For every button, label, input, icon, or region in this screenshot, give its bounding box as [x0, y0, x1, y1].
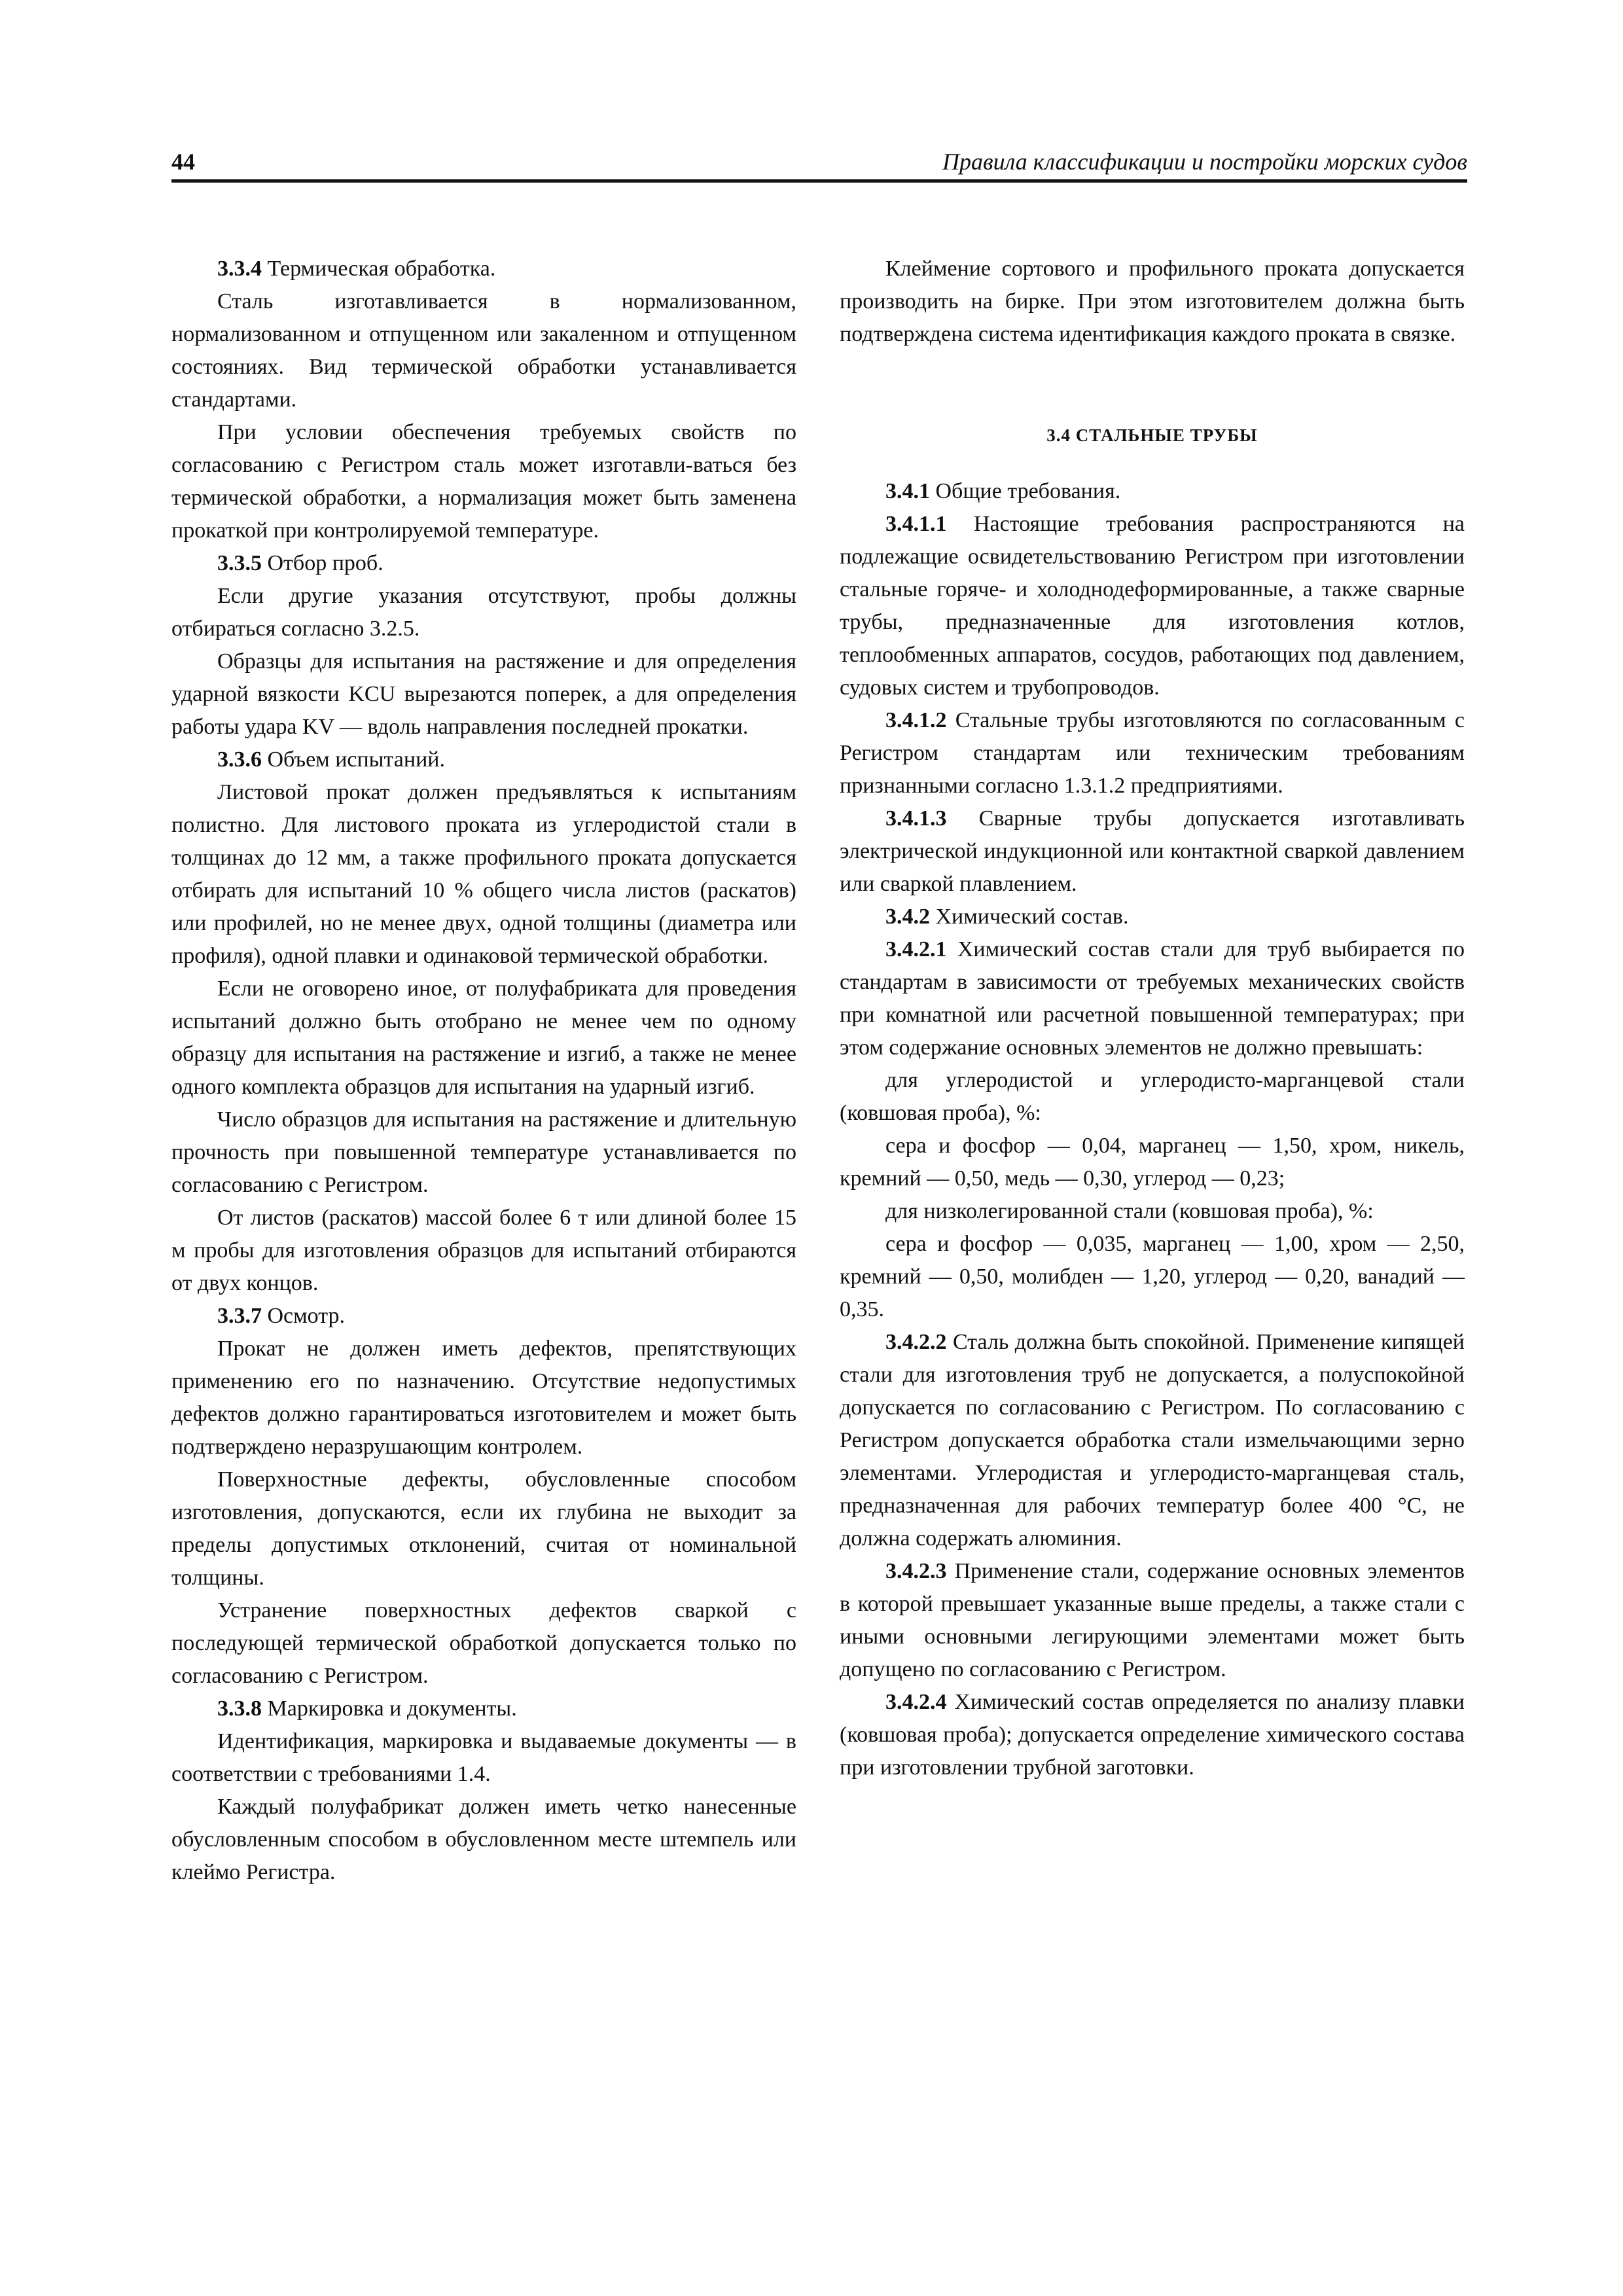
- running-title: Правила классификации и постройки морских судов: [942, 149, 1467, 175]
- heading-3-4-2: 3.4.2 Химический состав.: [885, 905, 1129, 929]
- paragraph: Листовой прокат должен предъявляться к испытаниям полистно. Для листового проката из углеродистой стали в толщинах до 12 мм, а также профильного проката допускается отбирать для испытаний 10 % общего числа листов (раскатов) или профилей, но не менее двух, одной толщины (диаметра или профиля), одной плавки и одинаковой термической обработки.: [171, 780, 796, 968]
- paragraph: Если не оговорено иное, от полуфабриката для проведения испытаний должно быть отобрано не менее чем по одному образцу для испытания на растяжение и изгиб, а также не менее одного комплекта образцов для испытания на ударный изгиб.: [171, 977, 796, 1099]
- heading-3-3-5: 3.3.5 Отбор проб.: [217, 551, 383, 575]
- paragraph: сера и фосфор — 0,035, марганец — 1,00, хром — 2,50, кремний — 0,50, молибден — 1,20, углерод — 0,20, ванадий — 0,35.: [840, 1232, 1465, 1321]
- heading-3-3-4: 3.3.4 Термическая обработка.: [217, 257, 496, 281]
- clause-3-4-2-2: 3.4.2.2 Сталь должна быть спокойной. Применение кипящей стали для изготовления труб не допускается, а полуспокойной допускается по согласованию с Регистром. По согласованию с Регистром допускается обработка стали измельчающими зерно элементами. Углеродистая и углеродисто-марганцевая сталь, предназначенная для рабочих температур более 400 °С, не должна содержать алюминия.: [840, 1330, 1465, 1551]
- paragraph: для низколегированной стали (ковшовая проба), %:: [885, 1199, 1374, 1223]
- clause-3-4-1-3: 3.4.1.3 Сварные трубы допускается изготавливать электрической индукционной или контактной сваркой давлением или сваркой плавлением.: [840, 806, 1465, 896]
- heading-3-3-6: 3.3.6 Объем испытаний.: [217, 747, 445, 772]
- clause-3-4-2-3: 3.4.2.3 Применение стали, содержание основных элементов в которой превышает указанные выше пределы, а также стали с иными основными легирующими элементами может быть допущено по согласованию с Регистром.: [840, 1559, 1465, 1681]
- heading-3-4-1: 3.4.1 Общие требования.: [885, 479, 1121, 503]
- paragraph: Идентификация, маркировка и выдаваемые документы — в соответствии с требованиями 1.4.: [171, 1729, 796, 1786]
- clause-3-4-2-1: 3.4.2.1 Химический состав стали для труб выбирается по стандартам в зависимости от требуемых механических свойств при комнатной или расчетной повышенной температурах; при этом содержание основных элементов не должно превышать:: [840, 937, 1465, 1060]
- paragraph: Число образцов для испытания на растяжение и длительную прочность при повышенной температуре устанавливается по согласованию с Регистром.: [171, 1107, 796, 1197]
- clause-3-4-1-1: 3.4.1.1 Настоящие требования распространяются на подлежащие освидетельствованию Регистром при изготовлении стальные горяче- и холоднодеформированные, а также сварные трубы, предназначенные для изготовления котлов, теплообменных аппаратов, сосудов, работающих под давлением, судовых систем и трубопроводов.: [840, 512, 1465, 700]
- paragraph: Образцы для испытания на растяжение и для определения ударной вязкости KCU вырезаются поперек, а для определения работы удара KV — вдоль направления последней прокатки.: [171, 649, 796, 739]
- paragraph: Клеймение сортового и профильного проката допускается производить на бирке. При этом изготовителем должна быть подтверждена система идентификация каждого проката в связке.: [840, 257, 1465, 346]
- left-column: [171, 253, 796, 1889]
- paragraph: для углеродистой и углеродисто-марганцевой стали (ковшовая проба), %:: [840, 1068, 1465, 1125]
- paragraph: Каждый полуфабрикат должен иметь четко нанесенные обусловленным способом в обусловленном месте штемпель или клеймо Регистра.: [171, 1795, 796, 1884]
- page-header: [171, 143, 1467, 183]
- paragraph: Поверхностные дефекты, обусловленные способом изготовления, допускаются, если их глубина не выходит за пределы допустимых отклонений, считая от номинальной толщины.: [171, 1467, 796, 1590]
- paragraph: Устранение поверхностных дефектов сваркой с последующей термической обработкой допускается только по согласованию с Регистром.: [171, 1598, 796, 1688]
- paragraph: сера и фосфор — 0,04, марганец — 1,50, хром, никель, кремний — 0,50, медь — 0,30, углерод — 0,23;: [840, 1134, 1465, 1191]
- heading-3-3-8: 3.3.8 Маркировка и документы.: [217, 1696, 517, 1721]
- paragraph: От листов (раскатов) массой более 6 т или длиной более 15 м пробы для изготовления образцов для испытаний отбираются от двух концов.: [171, 1206, 796, 1295]
- paragraph: Сталь изготавливается в нормализованном, нормализованном и отпущенном или закаленном и отпущенном состояниях. Вид термической обработки устанавливается стандартами.: [171, 289, 796, 412]
- clause-3-4-2-4: 3.4.2.4 Химический состав определяется по анализу плавки (ковшовая проба); допускается определение химического состава при изготовлении трубной заготовки.: [840, 1690, 1465, 1780]
- heading-3-3-7: 3.3.7 Осмотр.: [217, 1304, 345, 1328]
- paragraph: При условии обеспечения требуемых свойств по согласованию с Регистром сталь может изготавли-ваться без термической обработки, а нормализация может быть заменена прокаткой при контролируемой температуре.: [171, 420, 796, 543]
- paragraph: Если другие указания отсутствуют, пробы должны отбираться согласно 3.2.5.: [171, 584, 796, 641]
- right-column: [840, 253, 1465, 1784]
- paragraph: Прокат не должен иметь дефектов, препятствующих применению его по назначению. Отсутствие недопустимых дефектов должно гарантироваться изготовителем и может быть подтверждено неразрушающим контролем.: [171, 1336, 796, 1459]
- section-title: 3.4 СТАЛЬНЫЕ ТРУБЫ: [1046, 425, 1258, 445]
- page-number: 44: [171, 149, 195, 175]
- clause-3-4-1-2: 3.4.1.2 Стальные трубы изготовляются по согласованным с Регистром стандартам или техническим требованиям признанными согласно 1.3.1.2 предприятиями.: [840, 708, 1465, 798]
